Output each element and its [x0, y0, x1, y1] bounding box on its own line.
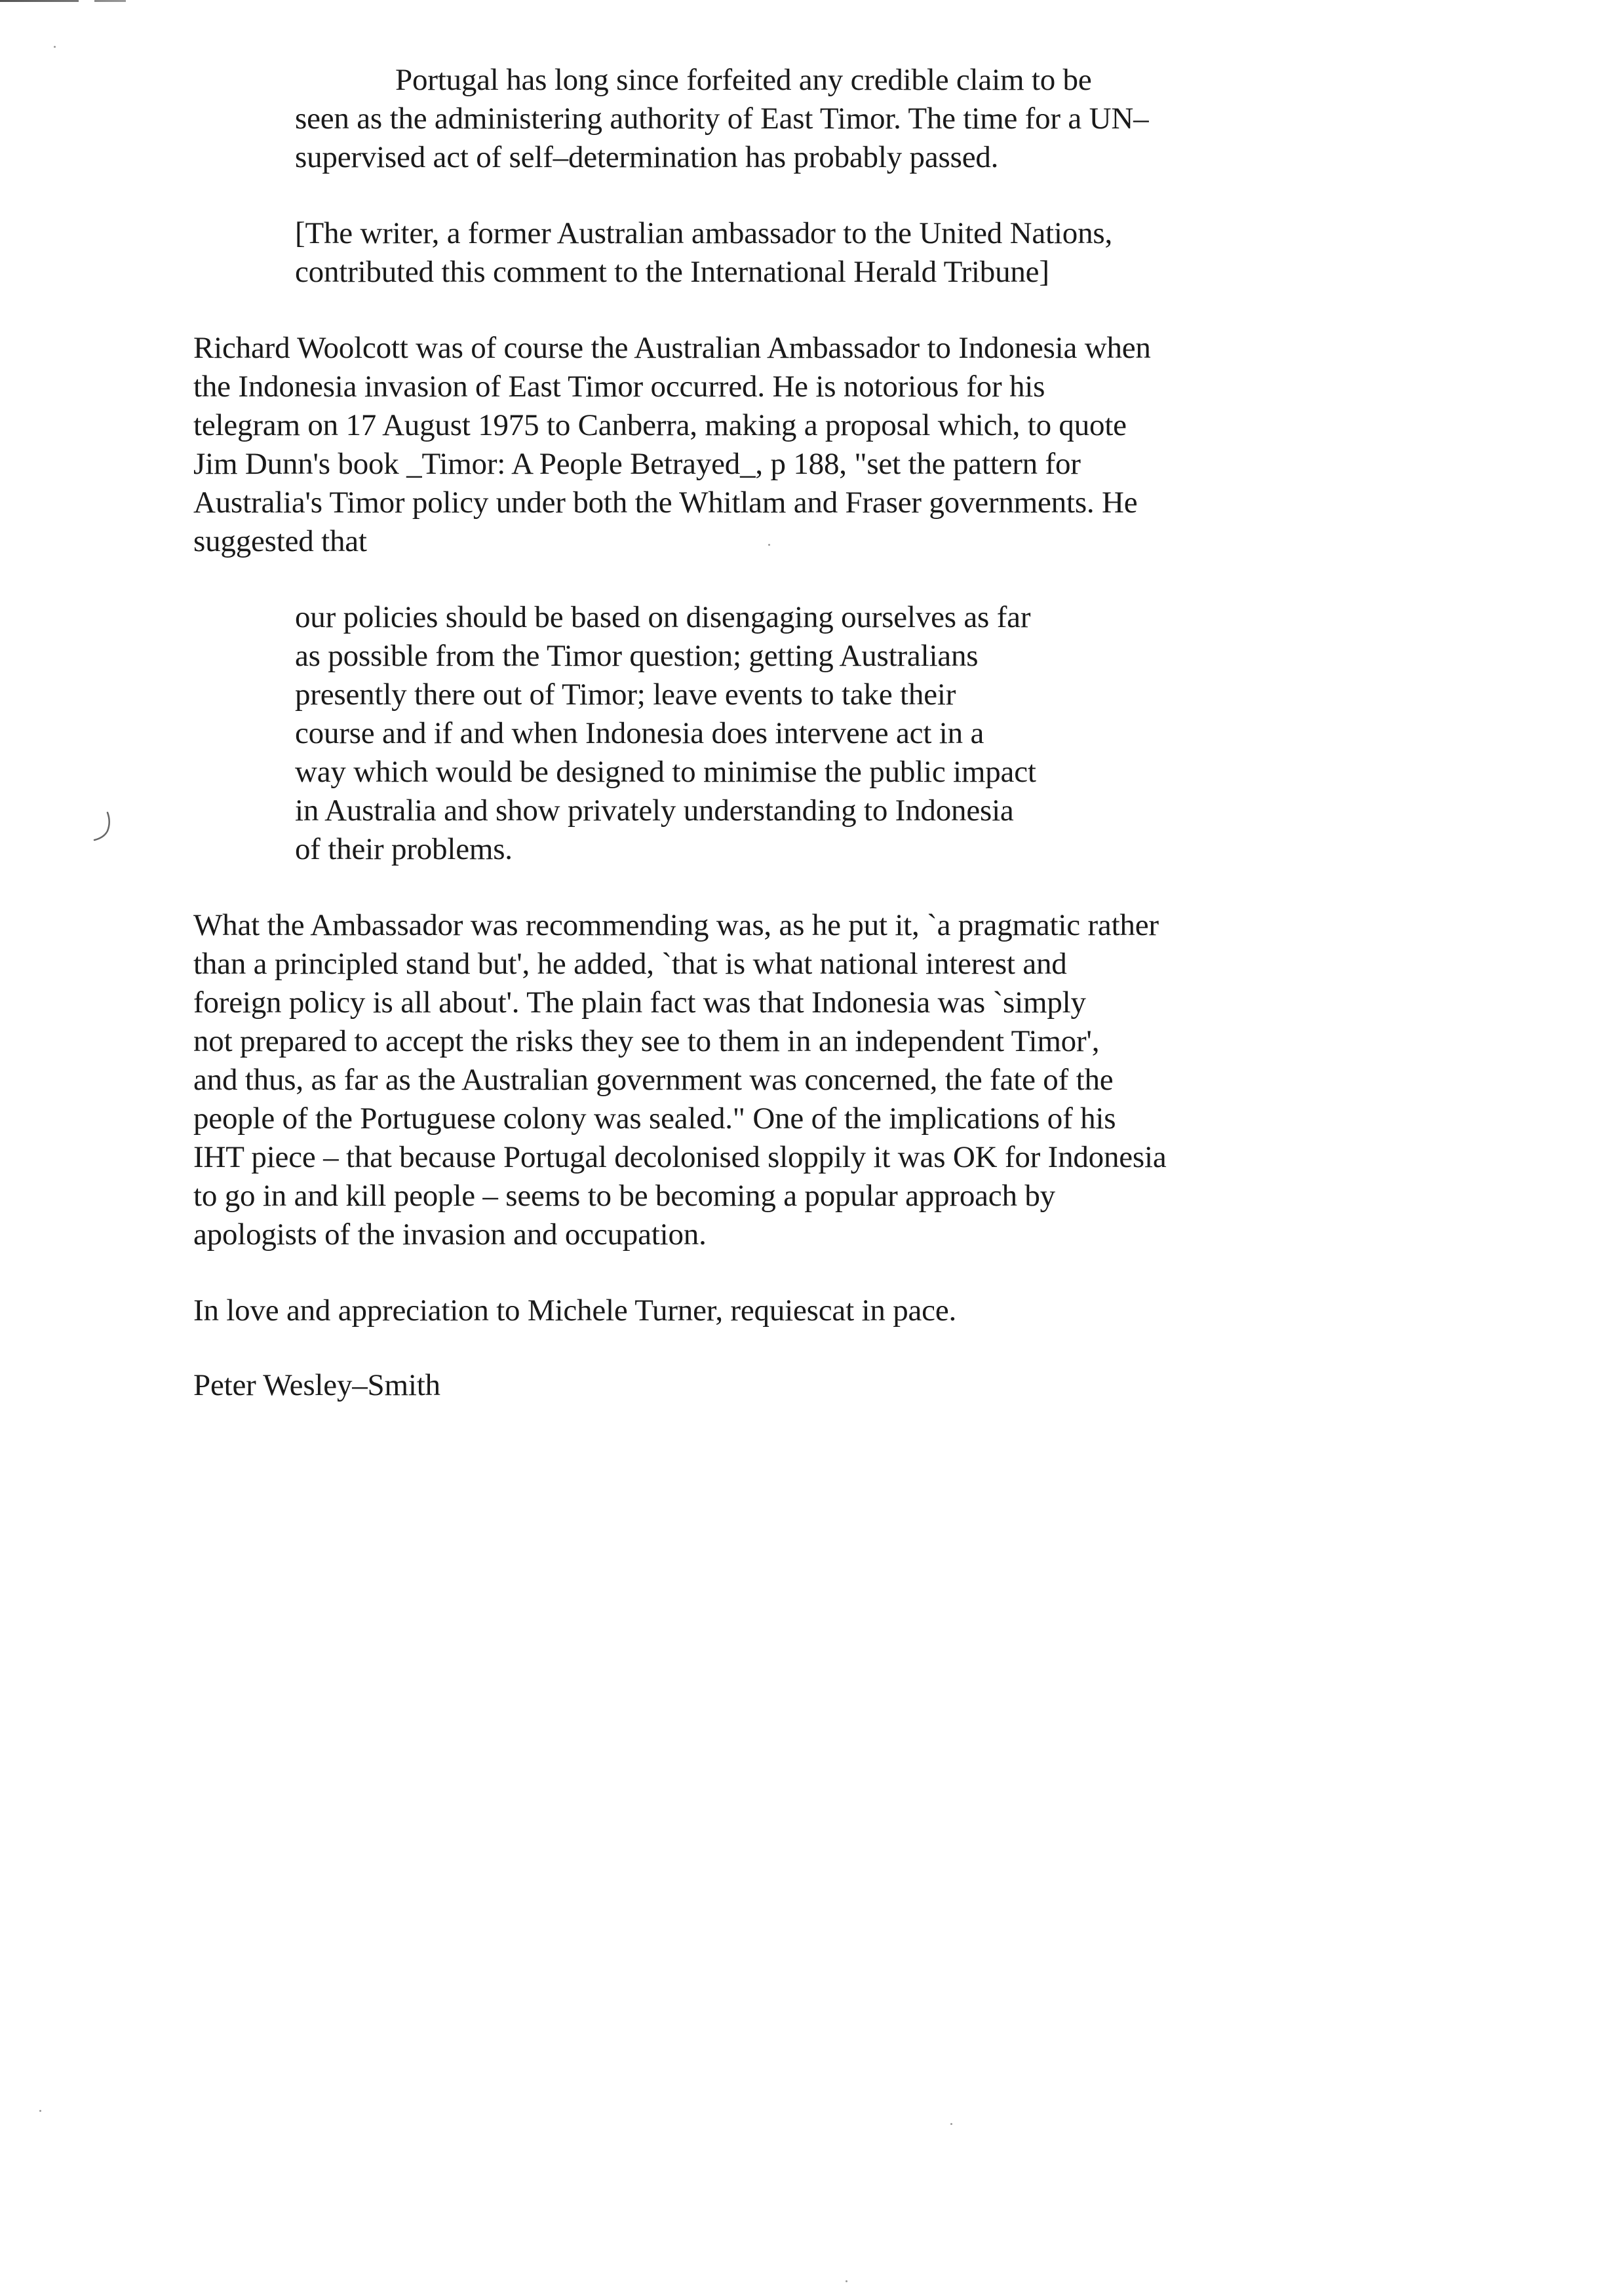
scan-speck: [54, 46, 56, 48]
telegram-line-4: course and if and when Indonesia does intervene act in a: [295, 716, 984, 750]
woolcott-line-6: suggested that: [193, 524, 367, 558]
scan-edge-artifact: [0, 0, 262, 2]
woolcott-line-5: Australia's Timor policy under both the Whitlam and Fraser governments. He: [193, 486, 1138, 520]
ambassador-line-7: IHT piece – that because Portugal decolonised sloppily it was OK for Indonesia: [193, 1140, 1167, 1174]
woolcott-line-2: the Indonesia invasion of East Timor occurred. He is notorious for his: [193, 370, 1045, 404]
scan-speck: [39, 2110, 41, 2112]
ambassador-line-2: than a principled stand but', he added, `that is what national interest and: [193, 947, 1067, 981]
ambassador-line-5: and thus, as far as the Australian government was concerned, the fate of the: [193, 1063, 1114, 1097]
ambassador-line-3: foreign policy is all about'. The plain fact was that Indonesia was `simply: [193, 985, 1086, 1020]
scan-speck: [950, 2123, 952, 2125]
telegram-line-1: our policies should be based on disengaging ourselves as far: [295, 600, 1031, 634]
telegram-line-5: way which would be designed to minimise the public impact: [295, 755, 1036, 789]
quote-end-line-1: Portugal has long since forfeited any credible claim to be: [395, 63, 1092, 97]
telegram-line-7: of their problems.: [295, 832, 513, 866]
ambassador-line-8: to go in and kill people – seems to be becoming a popular approach by: [193, 1179, 1055, 1213]
ambassador-line-6: people of the Portuguese colony was sealed." One of the implications of his: [193, 1101, 1116, 1136]
signature: Peter Wesley–Smith: [193, 1368, 440, 1402]
scan-speck: [768, 544, 770, 546]
woolcott-line-1: Richard Woolcott was of course the Australian Ambassador to Indonesia when: [193, 331, 1151, 365]
quote-end-line-3: supervised act of self–determination has probably passed.: [295, 140, 999, 174]
ambassador-line-9: apologists of the invasion and occupation.: [193, 1217, 707, 1252]
note-line-1: [The writer, a former Australian ambassador to the United Nations,: [295, 216, 1113, 250]
note-line-2: contributed this comment to the International Herald Tribune]: [295, 255, 1049, 289]
quote-end-line-2: seen as the administering authority of East Timor. The time for a UN–: [295, 102, 1149, 136]
dedication: In love and appreciation to Michele Turner, requiescat in pace.: [193, 1293, 957, 1328]
telegram-line-2: as possible from the Timor question; getting Australians: [295, 639, 979, 673]
ambassador-line-1: What the Ambassador was recommending was, as he put it, `a pragmatic rather: [193, 908, 1159, 942]
woolcott-line-3: telegram on 17 August 1975 to Canberra, making a proposal which, to quote: [193, 408, 1127, 442]
woolcott-line-4: Jim Dunn's book _Timor: A People Betrayed_, p 188, "set the pattern for: [193, 447, 1081, 481]
telegram-line-6: in Australia and show privately understanding to Indonesia: [295, 794, 1014, 828]
scan-speck: [846, 2280, 847, 2282]
telegram-line-3: presently there out of Timor; leave events to take their: [295, 678, 956, 712]
margin-pencil-mark: [92, 811, 114, 841]
ambassador-line-4: not prepared to accept the risks they see to them in an independent Timor',: [193, 1024, 1100, 1058]
